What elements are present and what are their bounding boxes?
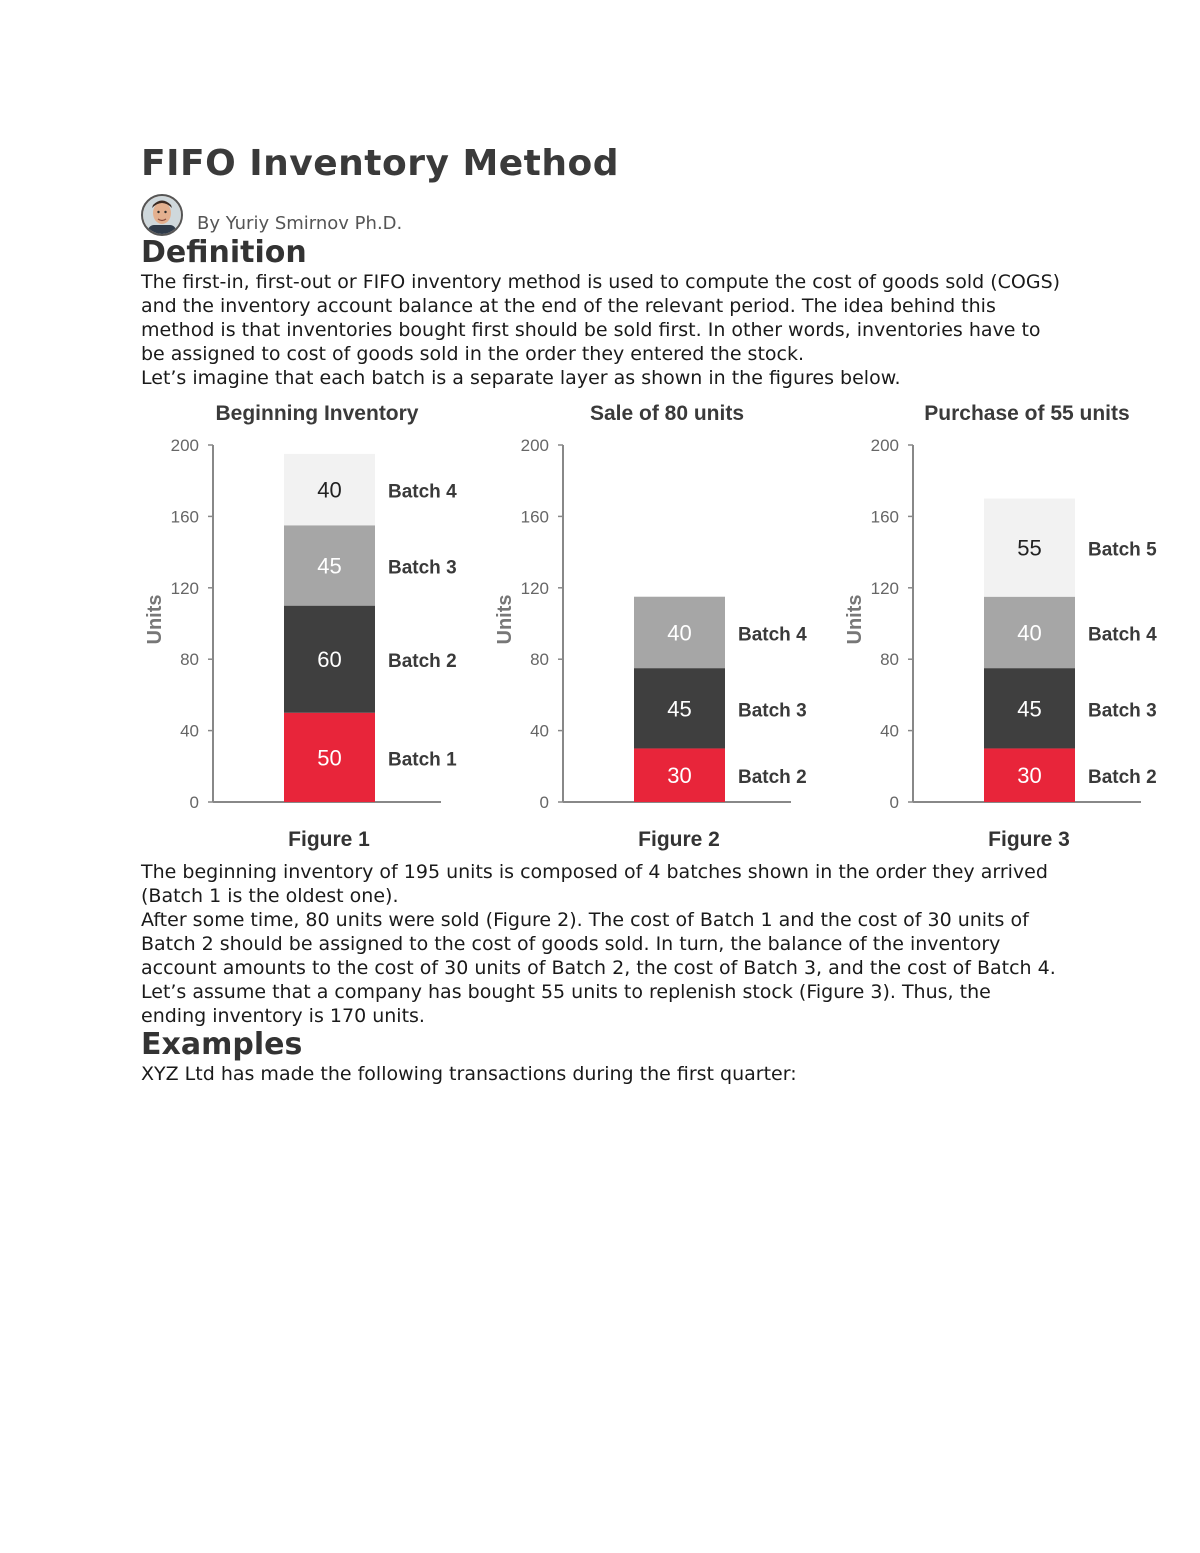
data-label: 30 (667, 763, 692, 789)
data-label: 60 (317, 647, 342, 673)
examples-paragraph-1: XYZ Ltd has made the following transactions during the first quarter: (141, 1063, 797, 1085)
document-page (141, 140, 1157, 1086)
chart-title: Beginning Inventory (215, 402, 419, 425)
series-label: Batch 3 (388, 557, 457, 579)
explanation-paragraph-3: Let’s assume that a company has bought 55 units to replenish stock (Figure 3). Thus, the ending inventory is 170 units. (141, 981, 991, 1027)
data-label: 45 (317, 553, 342, 579)
y-tick-label: 0 (189, 793, 199, 812)
y-axis-label: Units (494, 594, 516, 645)
series-label: Batch 2 (1088, 767, 1157, 789)
data-label: 40 (667, 620, 692, 646)
y-tick-label: 160 (870, 507, 899, 527)
y-tick-label: 200 (870, 436, 899, 455)
data-label: 45 (1017, 696, 1042, 722)
avatar[interactable] (141, 194, 183, 236)
figure-caption: Figure 1 (288, 828, 370, 851)
figure-caption: Figure 2 (638, 828, 720, 851)
y-tick-label: 160 (170, 507, 199, 527)
series-label: Batch 5 (1088, 539, 1157, 561)
series-label: Batch 2 (388, 651, 457, 673)
data-label: 30 (1017, 763, 1042, 789)
definition-heading: Definition (141, 235, 307, 270)
y-tick-label: 40 (530, 721, 549, 741)
chart-title: Sale of 80 units (589, 402, 745, 425)
author-photo-icon (143, 196, 181, 234)
explanation-paragraph-2: After some time, 80 units were sold (Figure 2). The cost of Batch 1 and the cost of 30 units of Batch 2 should be assigned to the cost of goods sold. In turn, the balance of the inventory account amounts to the cost of 30 units of Batch 2, the cost of Batch 3, and the cost of Batch 4. (141, 909, 1056, 979)
explanation-paragraph-1: The beginning inventory of 195 units is composed of 4 batches shown in the order they arrived (Batch 1 is the oldest one). (141, 861, 1048, 907)
author-name: By Yuriy Smirnov Ph.D. (197, 213, 403, 234)
inventory-charts (131, 390, 1191, 860)
y-tick-label: 80 (180, 650, 199, 670)
y-axis-label: Units (844, 594, 866, 645)
y-tick-label: 80 (530, 650, 549, 670)
y-tick-label: 120 (870, 578, 899, 598)
series-label: Batch 4 (388, 481, 457, 503)
series-label: Batch 2 (738, 767, 807, 789)
y-tick-label: 0 (889, 793, 899, 812)
series-label: Batch 4 (738, 624, 807, 646)
y-axis-label: Units (144, 594, 166, 645)
definition-paragraph-2: Let’s imagine that each batch is a separate layer as shown in the figures below. (141, 367, 901, 389)
y-tick-label: 160 (520, 507, 549, 527)
figures-row (131, 390, 1191, 860)
y-tick-label: 200 (170, 436, 199, 455)
byline (141, 188, 1061, 236)
y-tick-label: 40 (880, 721, 899, 741)
y-tick-label: 120 (520, 578, 549, 598)
y-tick-label: 120 (170, 578, 199, 598)
series-label: Batch 3 (1088, 700, 1157, 722)
series-label: Batch 1 (388, 749, 457, 771)
chart-title: Purchase of 55 units (924, 402, 1130, 425)
page-title: FIFO Inventory Method (141, 143, 620, 184)
y-tick-label: 80 (880, 650, 899, 670)
y-tick-label: 40 (180, 721, 199, 741)
data-label: 45 (667, 696, 692, 722)
definition-paragraph-1: The first-in, first-out or FIFO inventory method is used to compute the cost of goods sold (COGS) and the inventory account balance at the end of the relevant period. The idea behind this method is that inventories bought first should be sold first. In other words, inventories have to be assigned to cost of goods sold in the order they entered the stock. (141, 271, 1061, 365)
y-tick-label: 200 (520, 436, 549, 455)
series-label: Batch 4 (1088, 624, 1157, 646)
data-label: 40 (317, 477, 342, 503)
data-label: 55 (1017, 535, 1042, 561)
figure-caption: Figure 3 (988, 828, 1070, 851)
data-label: 50 (317, 745, 342, 771)
examples-heading: Examples (141, 1027, 303, 1062)
data-label: 40 (1017, 620, 1042, 646)
y-tick-label: 0 (539, 793, 549, 812)
series-label: Batch 3 (738, 700, 807, 722)
